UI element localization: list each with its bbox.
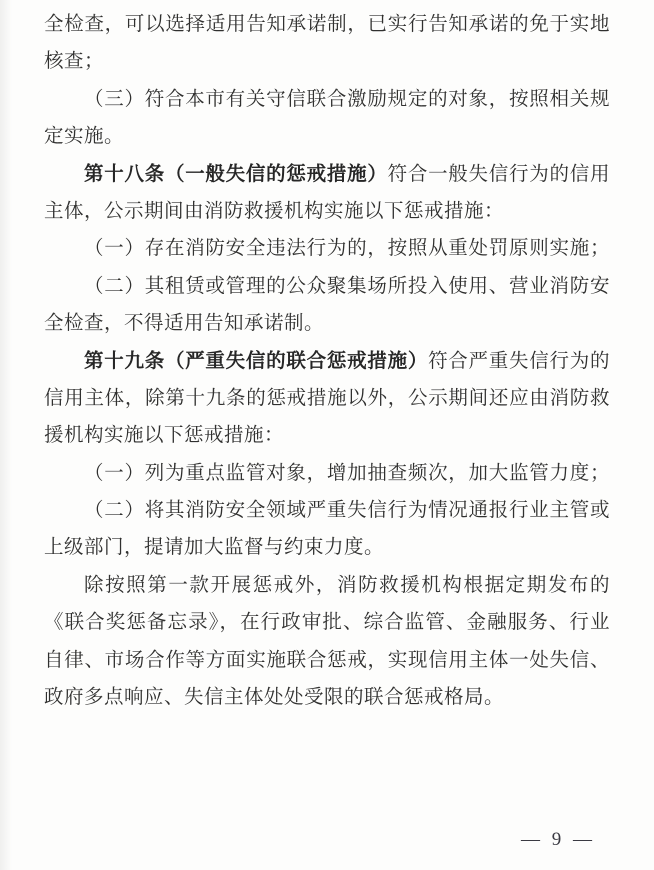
text-segment: （一）存在消防安全违法行为的，按照从重处罚原则实施； [84,238,610,260]
document-body [44,6,610,716]
text-line [44,118,610,155]
text-line [44,455,610,492]
text-line [44,567,610,604]
text-segment: 主体，公示期间由消防救援机构实施以下惩戒措施： [44,200,505,222]
text-line [44,642,610,679]
text-segment: 全检查，不得适用告知承诺制。 [44,313,325,335]
text-segment: 符合一般失信行为的信用 [387,163,610,185]
text-segment: 核查； [44,51,105,73]
text-segment: 除按照第一款开展惩戒外，消防救援机构根据定期发布的 [84,574,610,596]
text-segment: （二）其租赁或管理的公众聚集场所投入使用、营业消防安 [84,275,610,297]
text-line [44,529,610,566]
text-segment: 自律、市场合作等方面实施联合惩戒，实现信用主体一处失信、 [44,649,610,671]
text-line [44,305,610,342]
text-line [44,156,610,193]
text-segment: （三）符合本市有关守信联合激励规定的对象，按照相关规 [84,88,610,110]
text-line [44,492,610,529]
text-segment: 信用主体，除第十九条的惩戒措施以外，公示期间还应由消防救 [44,387,610,409]
text-segment: 政府多点响应、失信主体处处受限的联合惩戒格局。 [44,687,505,709]
text-segment: （二）将其消防安全领域严重失信行为情况通报行业主管或 [84,500,610,522]
text-line [44,604,610,641]
text-segment: 上级部门，提请加大监督与约束力度。 [44,537,385,559]
text-line [44,679,610,716]
text-line [44,81,610,118]
text-line [44,417,610,454]
text-line [44,43,610,80]
text-segment: （一）列为重点监管对象，增加抽查频次，加大监管力度； [84,462,610,484]
text-line [44,6,610,43]
text-segment: 《联合奖惩备忘录》，在行政审批、综合监管、金融服务、行业 [44,612,610,634]
text-line [44,343,610,380]
text-segment: 援机构实施以下惩戒措施： [44,425,285,447]
article-heading: 第十九条（严重失信的联合惩戒措施） [84,349,429,372]
text-segment: 全检查，可以选择适用告知承诺制，已实行告知承诺的免于实地 [44,14,610,35]
text-segment: 定实施。 [44,126,125,148]
text-line [44,380,610,417]
text-segment: 符合严重失信行为的 [428,350,610,372]
article-heading: 第十八条（一般失信的惩戒措施） [84,162,388,185]
page-number: — 9 — [521,829,592,850]
text-line [44,268,610,305]
text-line [44,193,610,230]
text-line [44,230,610,267]
